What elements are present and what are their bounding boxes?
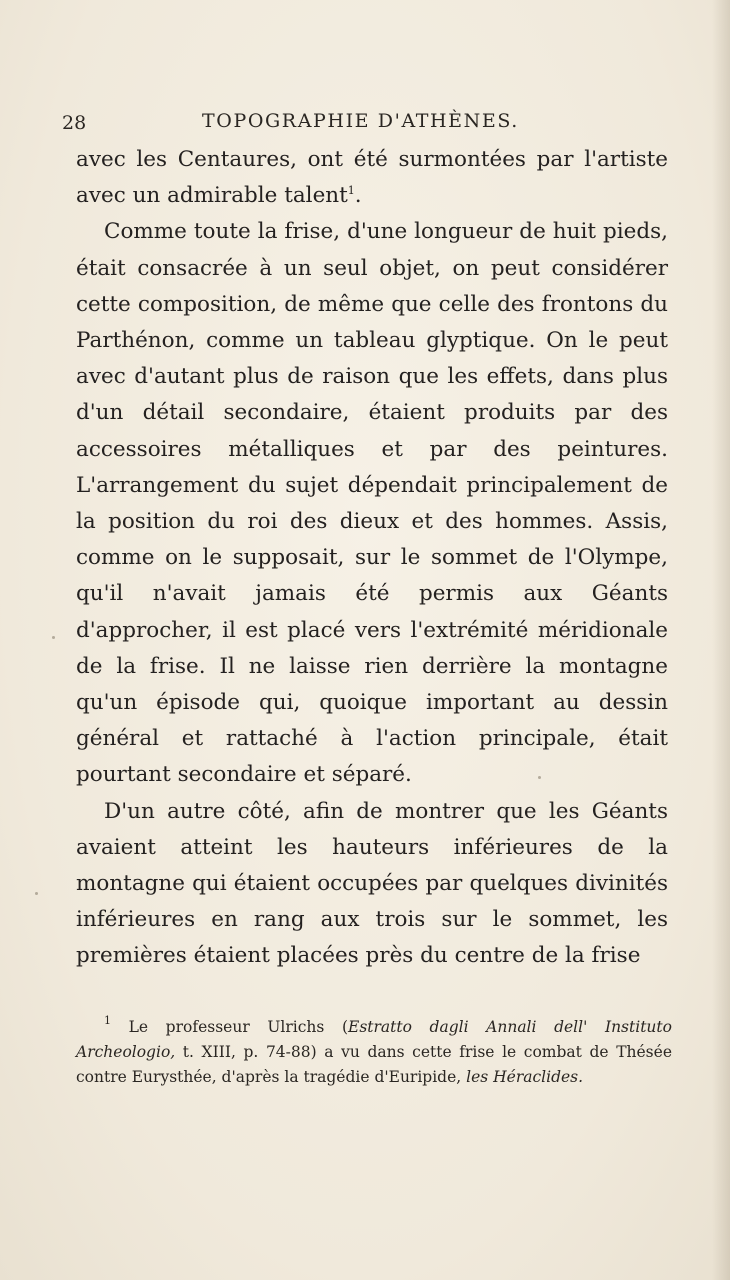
footnote-text-a: Le professeur Ulrichs ( xyxy=(128,1018,348,1036)
paper-speck xyxy=(538,776,541,779)
paragraph-1 xyxy=(76,142,668,214)
footnote-1 xyxy=(76,1015,672,1090)
paper-speck xyxy=(35,892,38,895)
page-header xyxy=(62,110,668,140)
footnote-play-title: les Héraclides. xyxy=(466,1068,584,1086)
body-text xyxy=(76,142,668,975)
footnote-source-title: Estratto dagli Annali dell' Instituto Archeologio, xyxy=(76,1018,672,1061)
running-title: TOPOGRAPHIE D'ATHÈNES. xyxy=(202,110,519,132)
footnote-text-b: t. XIII, p. 74-88) a vu dans cette frise le combat de Thésée contre Eurysthée, d'après la tragédie d'Euripide, xyxy=(76,1043,672,1086)
footnote xyxy=(76,1015,672,1090)
paragraph-1-end: . xyxy=(354,183,362,209)
footnote-reference: 1 xyxy=(347,184,355,198)
paragraph-3: D'un autre côté, afin de montrer que les Géants avaient atteint les hauteurs inférieures de la montagne qui étaient occupées par quelques divinités inférieures en rang aux trois sur le sommet, les premières étaient placées près du centre de la frise xyxy=(76,798,668,969)
footnote-marker: 1 xyxy=(104,1014,111,1027)
paragraph-1-text: avec les Centaures, ont été surmontées par l'artiste avec un admirable talent xyxy=(76,147,668,209)
page-number: 28 xyxy=(62,112,87,134)
paper-speck xyxy=(52,636,55,639)
paragraph-2: Comme toute la frise, d'une longueur de huit pieds, était consacrée à un seul objet, on peut considérer cette composition, de même que celle des frontons du Parthénon, comme un tableau glyptique. On le peut avec d'autant plus de raison que les effets, dans plus d'un détail secondaire, étaient produits par des accessoires métalliques et par des peintures. L'arrangement du sujet dépendait principalement de la position du roi des dieux et des hommes. Assis, comme on le supposait, sur le sommet de l'Olympe, qu'il n'avait jamais été permis aux Géants d'approcher, il est placé vers l'extrémité méridionale de la frise. Il ne laisse rien derrière la montagne qu'un épisode qui, quoique important au dessin général et rattaché à l'action principale, était pourtant secondaire et séparé. xyxy=(76,219,668,788)
page-edge-shadow xyxy=(712,0,730,1280)
